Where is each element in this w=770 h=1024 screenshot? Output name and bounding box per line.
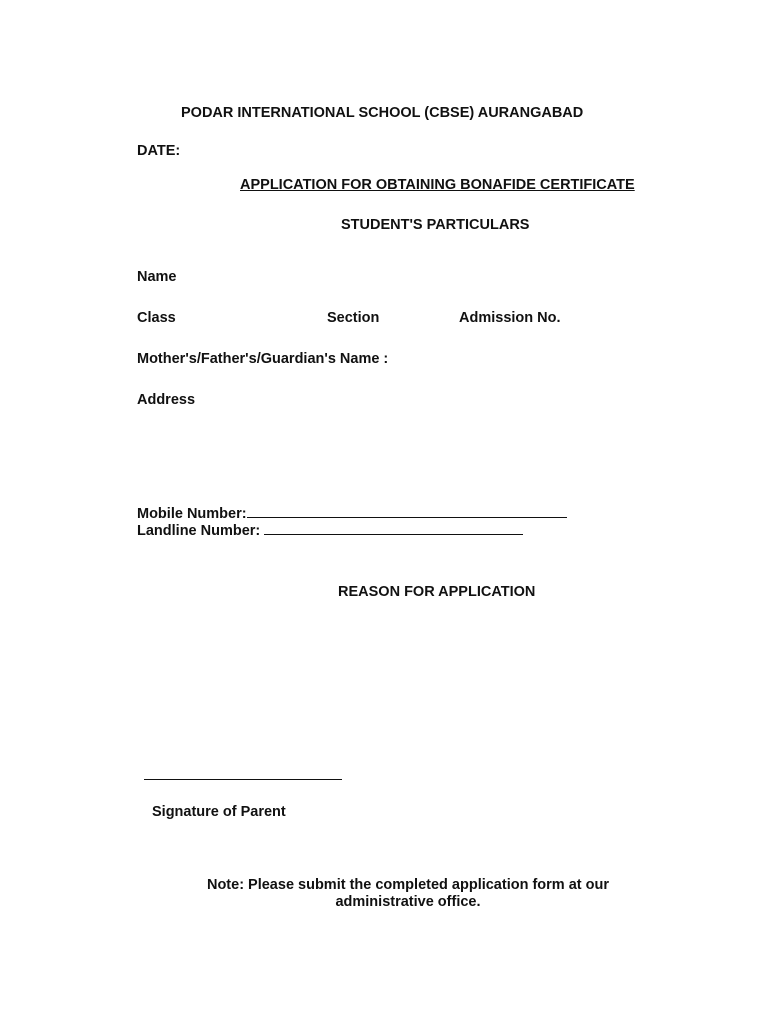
school-name-heading: PODAR INTERNATIONAL SCHOOL (CBSE) AURANGABAD — [181, 105, 584, 121]
form-title: APPLICATION FOR OBTAINING BONAFIDE CERTIFICATE — [240, 177, 635, 193]
mobile-number-blank-line[interactable] — [247, 503, 567, 518]
submission-note — [150, 877, 666, 911]
landline-number-row — [137, 520, 523, 540]
class-label: Class — [137, 310, 176, 326]
admission-number-label: Admission No. — [459, 310, 561, 326]
signature-line[interactable] — [144, 779, 342, 780]
reason-heading: REASON FOR APPLICATION — [338, 584, 536, 600]
guardian-name-label: Mother's/Father's/Guardian's Name : — [137, 351, 389, 367]
signature-label: Signature of Parent — [152, 804, 286, 820]
address-label: Address — [137, 392, 196, 408]
landline-number-label: Landline Number: — [137, 523, 265, 539]
landline-number-blank-line[interactable] — [264, 520, 523, 535]
section-label: Section — [327, 310, 380, 326]
particulars-heading: STUDENT'S PARTICULARS — [341, 217, 530, 233]
note-line-1: Note: Please submit the completed application form at our — [206, 877, 610, 893]
date-label: DATE: — [137, 143, 181, 159]
name-label: Name — [137, 269, 177, 285]
note-line-2: administrative office. — [335, 894, 481, 910]
mobile-number-label: Mobile Number: — [137, 506, 247, 522]
